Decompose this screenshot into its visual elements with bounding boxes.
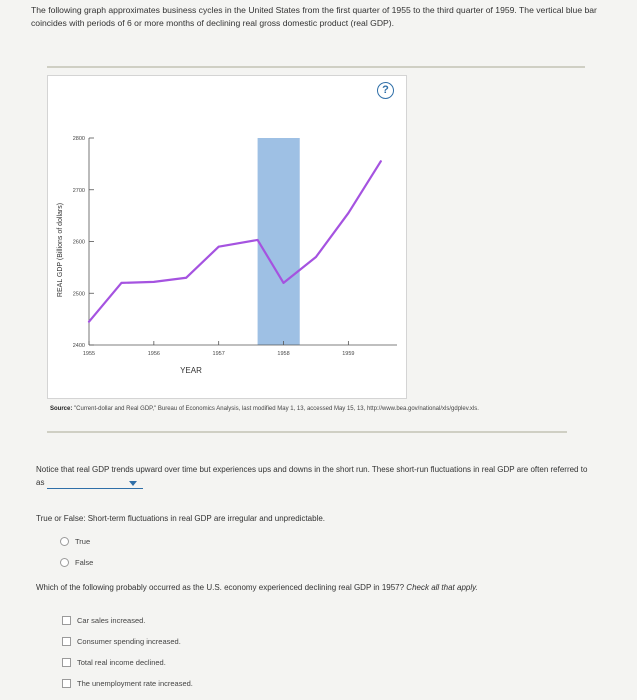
- x-axis-label: YEAR: [180, 366, 202, 375]
- gdp-point: [218, 246, 220, 248]
- checkbox-icon[interactable]: [62, 637, 71, 646]
- x-tick-label: 1957: [212, 351, 225, 357]
- gdp-point: [283, 282, 285, 284]
- gdp-point: [257, 239, 259, 241]
- source-label: Source:: [50, 406, 73, 412]
- answer-dropdown[interactable]: [47, 478, 143, 489]
- chevron-down-icon: [129, 481, 137, 486]
- check-option-consumer-spending[interactable]: [62, 637, 181, 646]
- divider-bottom: [47, 431, 567, 433]
- y-tick-label: 2400: [72, 343, 85, 349]
- checkbox-icon[interactable]: [62, 658, 71, 667]
- question-3: [36, 581, 478, 594]
- y-tick-label: 2500: [72, 291, 85, 298]
- gdp-point: [121, 282, 123, 284]
- gdp-point: [185, 277, 187, 279]
- gdp-point: [347, 212, 349, 214]
- x-tick-label: 1956: [147, 351, 160, 357]
- question-1: [36, 463, 596, 489]
- question-1-text: Notice that real GDP trends upward over time but experiences ups and downs in the short run. These short-run fluctuations in real GDP are often referred to as: [36, 465, 588, 487]
- option-true-label: True: [75, 537, 91, 546]
- checkbox-icon[interactable]: [62, 679, 71, 688]
- gdp-series-line: [89, 161, 381, 321]
- x-tick-label: 1955: [82, 351, 96, 357]
- y-tick-label: 2600: [72, 239, 85, 246]
- option-true[interactable]: [60, 537, 90, 546]
- check-option-car-sales[interactable]: [62, 616, 145, 625]
- gdp-point: [153, 281, 155, 283]
- check-option-label: The unemployment rate increased.: [77, 679, 193, 688]
- checkbox-icon[interactable]: [62, 616, 71, 625]
- x-tick-label: 1959: [342, 351, 355, 357]
- option-false-label: False: [75, 558, 94, 567]
- radio-icon[interactable]: [60, 537, 69, 546]
- gdp-point: [88, 321, 90, 323]
- intro-text: The following graph approximates business cycles in the United States from the first quarter of 1955 to the third quarter of 1959. The vertical blue bar coincides with periods of 6 or more months of declining real gross domestic product (real GDP).: [31, 5, 597, 28]
- divider-top: [47, 66, 585, 68]
- y-tick-label: 2800: [72, 136, 85, 142]
- source-text: "Current-dollar and Real GDP," Bureau of Economics Analysis, last modified May 1, 13, accessed May 15, 13, http://www.bea.gov/national/xls/gdplev.xls.: [74, 406, 479, 412]
- gdp-point: [380, 160, 382, 162]
- question-3-text: Which of the following probably occurred as the U.S. economy experienced declining real GDP in 1957?: [36, 583, 405, 592]
- source-line: [50, 406, 610, 412]
- radio-icon[interactable]: [60, 558, 69, 567]
- y-axis-label: REAL GDP (Billions of dollars): [57, 202, 64, 298]
- x-tick-label: 1958: [277, 351, 290, 357]
- y-tick-label: 2700: [72, 187, 85, 194]
- help-button[interactable]: ?: [377, 82, 394, 99]
- gdp-chart: [47, 75, 405, 397]
- recession-band: [258, 138, 300, 345]
- check-option-label: Car sales increased.: [77, 616, 146, 625]
- gdp-point: [315, 256, 317, 258]
- check-option-unemployment[interactable]: [62, 679, 193, 688]
- question-3-hint: Check all that apply.: [406, 583, 478, 592]
- check-option-label: Consumer spending increased.: [77, 637, 181, 646]
- check-option-label: Total real income declined.: [77, 658, 166, 667]
- check-option-real-income[interactable]: [62, 658, 166, 667]
- question-2-text: True or False: Short-term fluctuations in real GDP are irregular and unpredictable.: [36, 514, 326, 523]
- option-false[interactable]: [60, 558, 93, 567]
